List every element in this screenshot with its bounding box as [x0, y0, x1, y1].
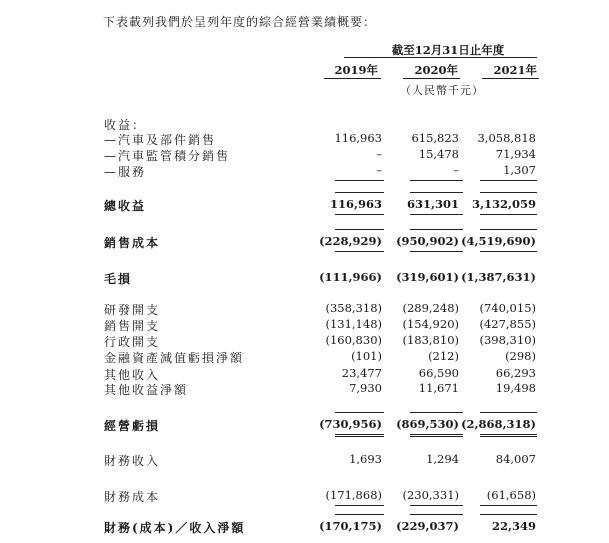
rule-line	[410, 251, 463, 252]
rule-line	[335, 192, 384, 193]
rule-line	[480, 412, 537, 413]
row-value-2019: 23,477	[341, 366, 382, 380]
rule-line	[335, 412, 384, 413]
row-label: 研發開支	[104, 303, 161, 317]
row-value-2019: 116,963	[329, 197, 382, 211]
row-value-2020: 66,590	[418, 366, 459, 380]
rule-line	[480, 505, 537, 506]
row-label: 銷售開支	[104, 319, 161, 333]
year-header-2020: 2020年	[414, 63, 458, 77]
unit-label: （人民幣千元）	[400, 84, 484, 97]
row-value-2021: 66,293	[495, 366, 536, 380]
rule-line	[335, 505, 384, 506]
intro-text: 下表載列我們於呈列年度的綜合經營業績概要：	[103, 15, 377, 29]
row-label: —汽車監管積分銷售	[104, 149, 231, 163]
row-value-2019: (228,929)	[319, 234, 382, 248]
row-value-2019: (171,868)	[325, 488, 382, 502]
row-label: 其他收益淨額	[104, 383, 189, 397]
row-value-2020: (869,530)	[396, 417, 459, 431]
row-label: 收益：	[104, 118, 147, 132]
row-value-2020: –	[453, 163, 459, 177]
row-value-2020: (154,920)	[402, 317, 459, 331]
row-value-2020: (289,248)	[402, 301, 459, 315]
row-value-2020: 631,301	[406, 197, 459, 211]
rule-line	[410, 514, 463, 515]
row-value-2021: 19,498	[495, 381, 536, 395]
row-value-2021: 3,058,818	[477, 131, 536, 145]
rule-line	[480, 251, 537, 252]
row-label: 財務(成本)／收入淨額	[104, 521, 246, 535]
row-value-2019: (730,956)	[319, 417, 382, 431]
rule-line	[410, 505, 463, 506]
row-value-2020: 15,478	[418, 147, 459, 161]
row-value-2019: (101)	[351, 349, 382, 363]
row-value-2021: (2,868,318)	[461, 417, 536, 431]
row-value-2020: (212)	[428, 349, 459, 363]
row-label: 行政開支	[104, 335, 161, 349]
row-value-2021: (427,855)	[479, 317, 536, 331]
row-value-2021: 71,934	[495, 147, 536, 161]
row-value-2019: 1,693	[349, 452, 382, 466]
year-underline-2021	[482, 78, 539, 79]
row-value-2019: (160,830)	[325, 333, 382, 347]
year-underline-2019	[324, 78, 381, 79]
rule-line	[335, 214, 384, 215]
row-value-2020: (319,601)	[396, 270, 459, 284]
row-value-2019: –	[376, 163, 382, 177]
row-label: 經營虧損	[104, 419, 161, 433]
row-value-2019: (170,175)	[319, 519, 382, 533]
year-header-2019: 2019年	[334, 63, 378, 77]
row-value-2020: (230,331)	[402, 488, 459, 502]
row-value-2021: (740,015)	[479, 301, 536, 315]
row-value-2020: (950,902)	[396, 234, 459, 248]
rule-line	[480, 514, 537, 515]
rule-line	[480, 192, 537, 193]
period-underline	[344, 57, 537, 58]
rule-line	[410, 214, 463, 215]
row-value-2020: (229,037)	[396, 519, 459, 533]
row-value-2021: (398,310)	[479, 333, 536, 347]
row-value-2020: 11,671	[418, 381, 459, 395]
rule-line	[410, 192, 463, 193]
row-value-2020: 1,294	[426, 452, 459, 466]
row-label: 金融資產減值虧損淨額	[104, 351, 245, 365]
row-label: 財務成本	[104, 490, 161, 504]
row-value-2021: (298)	[505, 349, 536, 363]
row-label: 其他收入	[104, 368, 161, 382]
year-underline-2020	[403, 78, 460, 79]
row-value-2020: (183,810)	[402, 333, 459, 347]
rule-line	[335, 514, 384, 515]
rule-line	[335, 229, 384, 230]
rule-line	[480, 180, 537, 181]
row-label: 毛損	[104, 272, 133, 286]
rule-line	[410, 434, 463, 437]
row-value-2019: –	[376, 147, 382, 161]
row-value-2019: (111,966)	[319, 270, 382, 284]
rule-line	[410, 229, 463, 230]
row-value-2021: 1,307	[503, 163, 536, 177]
row-label: 銷售成本	[104, 236, 161, 250]
row-value-2019: (131,148)	[325, 317, 382, 331]
rule-line	[480, 434, 537, 437]
row-label: —汽車及部件銷售	[104, 133, 217, 147]
row-value-2021: (4,519,690)	[461, 234, 536, 248]
row-value-2020: 615,823	[411, 131, 459, 145]
row-label: 總收益	[104, 199, 147, 213]
row-value-2021: 22,349	[491, 519, 536, 533]
row-value-2021: (61,658)	[486, 488, 536, 502]
row-label: 財務收入	[104, 454, 161, 468]
rule-line	[410, 412, 463, 413]
row-value-2019: (358,318)	[325, 301, 382, 315]
row-value-2019: 116,963	[334, 131, 382, 145]
rule-line	[335, 434, 384, 437]
rule-line	[335, 251, 384, 252]
rule-line	[480, 214, 537, 215]
row-value-2021: 84,007	[495, 452, 536, 466]
year-header-2021: 2021年	[493, 63, 537, 77]
row-value-2021: 3,132,059	[471, 197, 536, 211]
row-label: —服務	[104, 165, 147, 179]
rule-line	[335, 180, 384, 181]
rule-line	[480, 229, 537, 230]
period-header: 截至12月31日止年度	[391, 43, 505, 57]
row-value-2021: (1,387,631)	[461, 270, 536, 284]
row-value-2019: 7,930	[349, 381, 382, 395]
rule-line	[410, 180, 463, 181]
